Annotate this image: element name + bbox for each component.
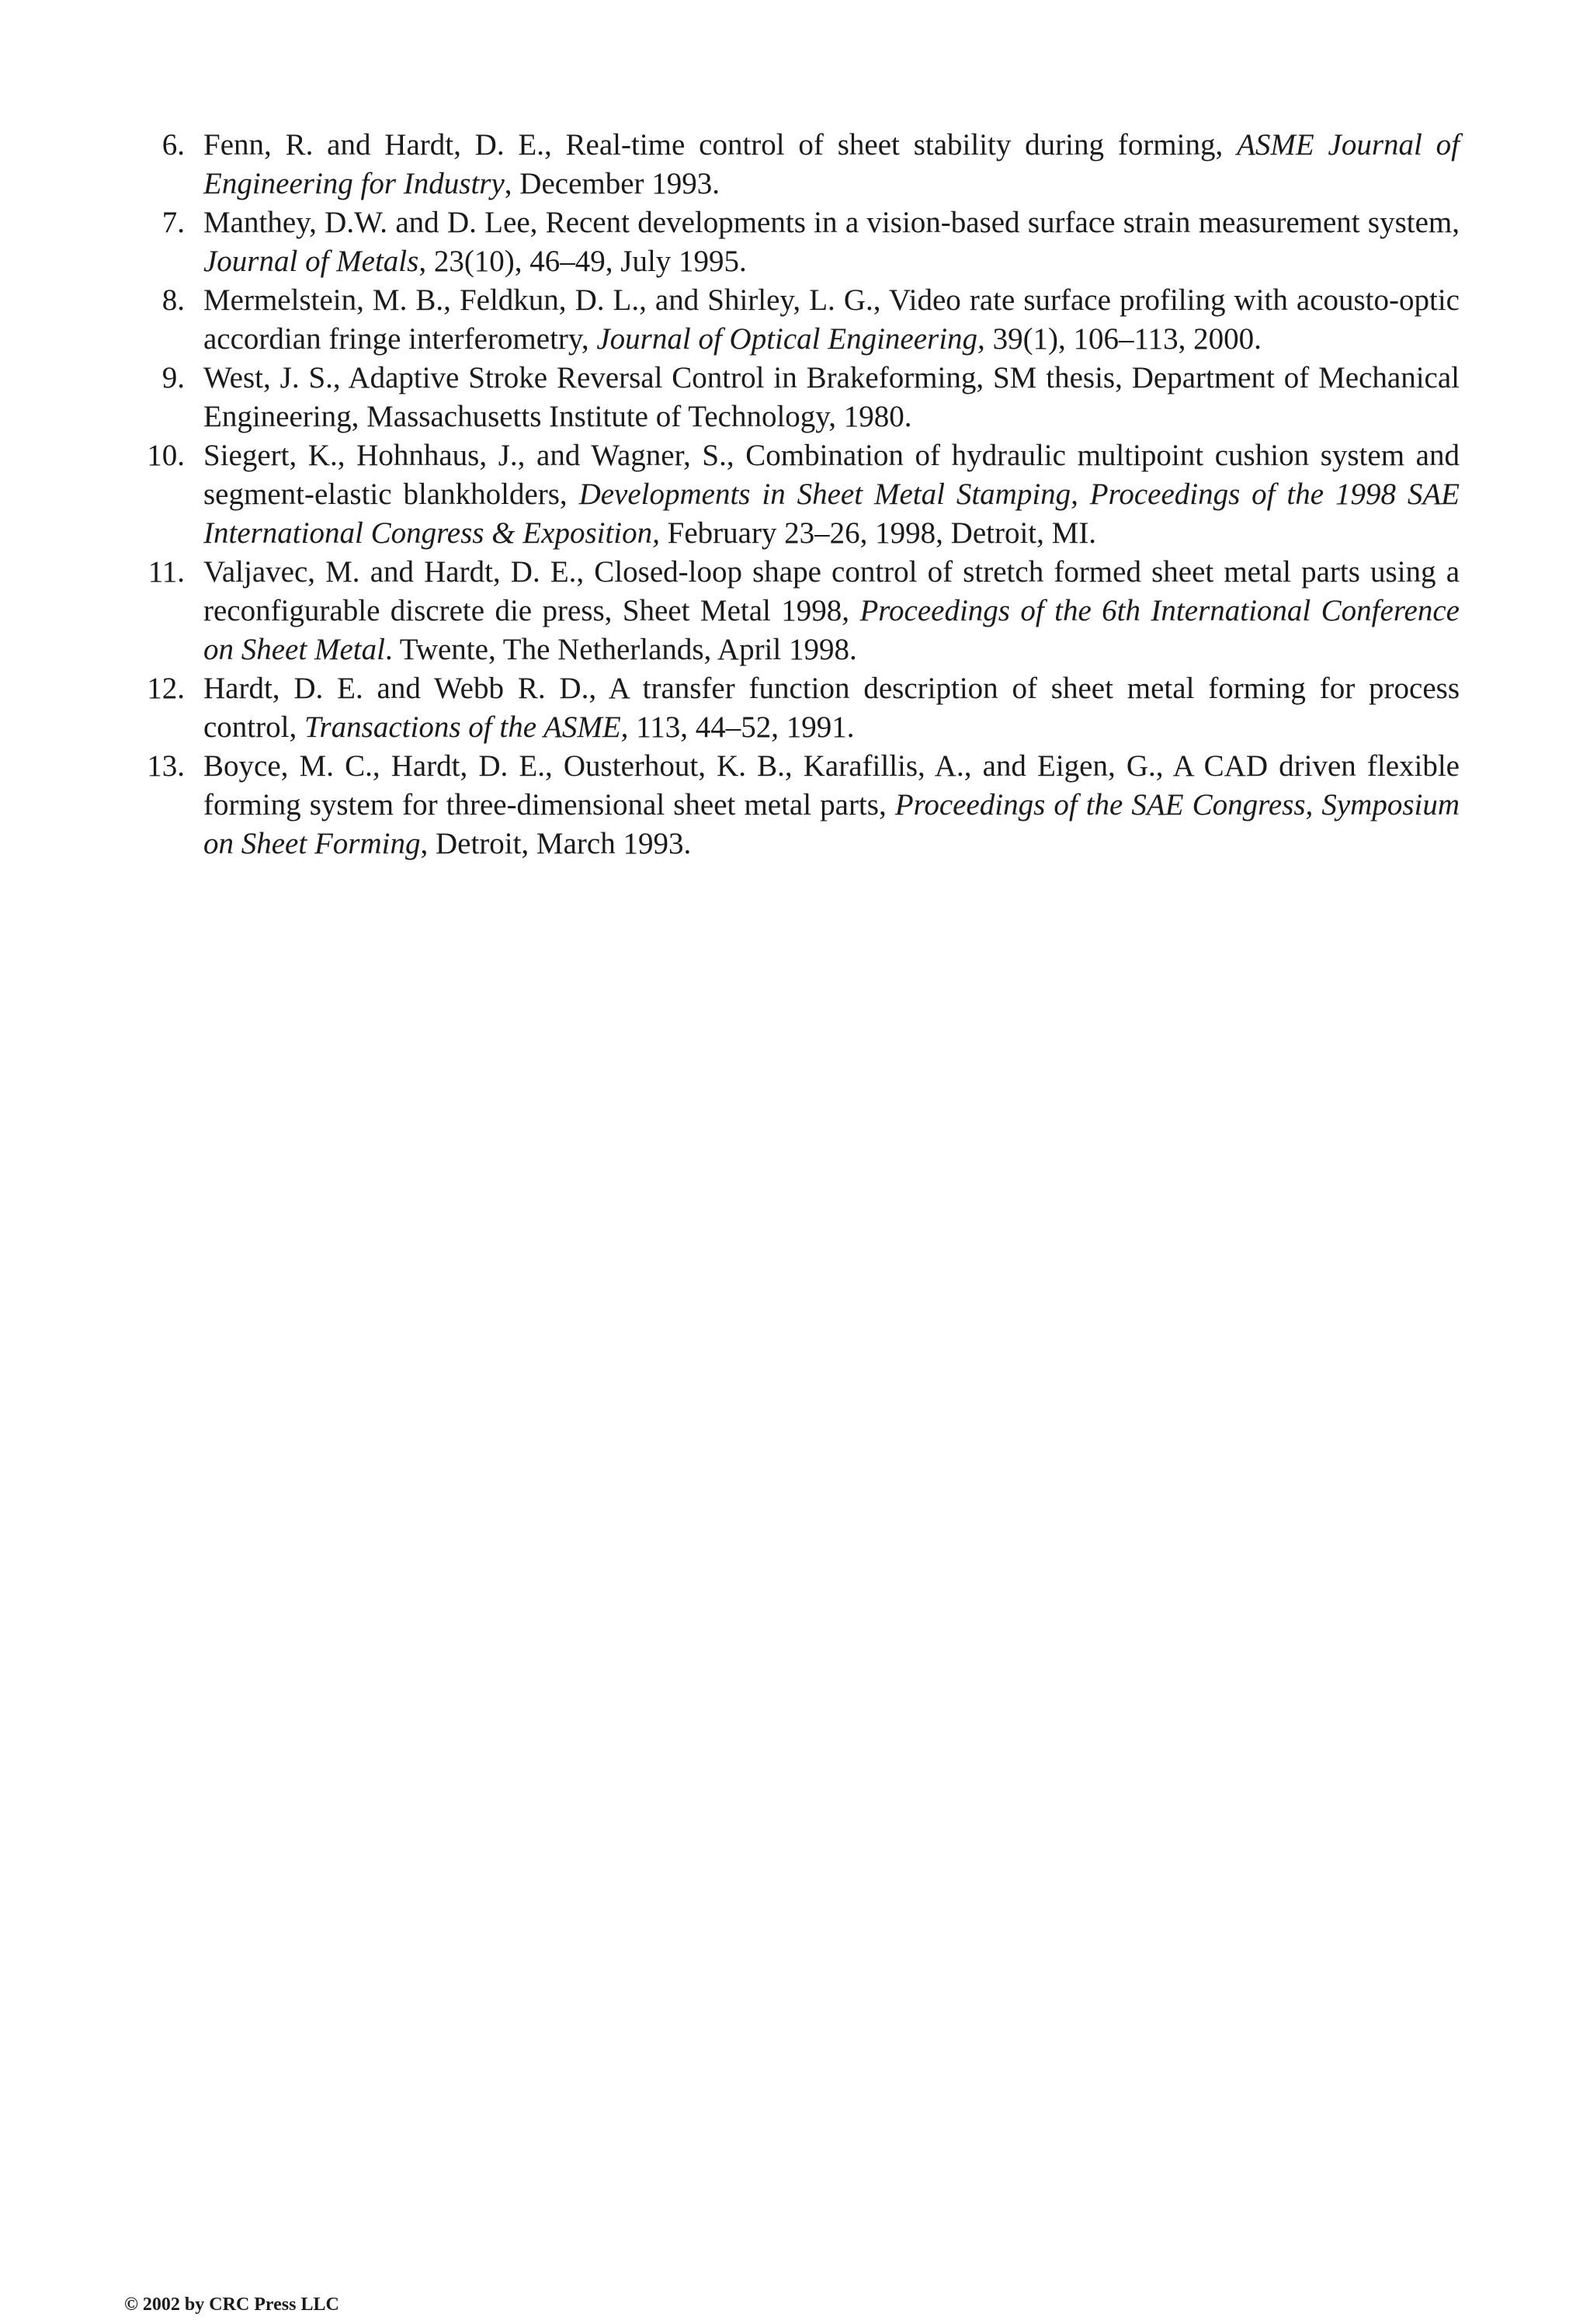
reference-text-segment: Valjavec, M. and Hardt, D. E., Closed-loop shape control of stretch formed sheet metal parts using a reconfigurable discrete die press, Sheet Metal 1998 <box>203 555 1460 627</box>
reference-text <box>203 128 1460 200</box>
reference-number: 11. <box>148 555 185 589</box>
reference-number: 13. <box>147 749 185 783</box>
reference-text <box>203 749 1460 860</box>
reference-text-segment: Manthey, D.W. and D. Lee, Recent developments in a vision-based surface strain measurement system, <box>203 206 1460 239</box>
reference-item <box>124 281 1460 359</box>
reference-source-italic: Journal of Metals <box>203 245 419 278</box>
reference-text <box>203 672 1460 744</box>
reference-number: 12. <box>147 672 185 705</box>
reference-number: 9. <box>161 361 185 394</box>
reference-item <box>124 669 1460 747</box>
reference-text <box>203 555 1460 666</box>
reference-text-segment: Hardt, D. E. and Webb R. D., A transfer function description of sheet metal forming for process control, <box>203 672 1460 744</box>
reference-item <box>124 126 1460 203</box>
reference-number: 8. <box>161 283 185 317</box>
reference-text-segment: , 23(10), 46–49, July 1995. <box>418 245 747 278</box>
reference-text-segment: 113, 44–52, 1991. <box>628 710 855 744</box>
reference-text-segment: , Detroit, March 1993. <box>420 827 692 860</box>
reference-item <box>124 553 1460 669</box>
reference-text-segment: Boyce, M. C., Hardt, D. E., Ousterhout, K. B., Karafillis, A., and Eigen, G., A CAD driven flexible forming system for three-dimensional sheet metal parts, <box>203 749 1460 822</box>
reference-number: 6. <box>161 128 185 162</box>
reference-number: 10. <box>147 439 185 472</box>
reference-source-italic: ASME Journal of Engineering for Industry <box>203 128 1460 200</box>
reference-text <box>203 439 1460 550</box>
reference-item <box>124 359 1460 436</box>
reference-text <box>203 361 1460 433</box>
reference-text <box>203 206 1460 278</box>
reference-item <box>124 203 1460 281</box>
reference-item <box>124 436 1460 553</box>
reference-text-segment: , December 1993. <box>504 167 720 200</box>
reference-text-segment: 39(1), 106–113, 2000. <box>984 322 1262 356</box>
reference-item <box>124 747 1460 863</box>
reference-source-italic: Journal of Optical Engineering, <box>596 322 985 356</box>
reference-number: 7. <box>161 206 185 239</box>
reference-text-segment: Siegert, K., Hohnhaus, J., and Wagner, S., Combination of hydraulic multipoint cushion system and segment-elastic blankholders, <box>203 439 1460 511</box>
reference-text <box>203 283 1460 356</box>
reference-text-segment: . Twente, The Netherlands, April 1998. <box>384 633 857 666</box>
reference-list <box>124 126 1460 863</box>
reference-source-italic: Proceedings of the SAE Congress, Symposium on Sheet Forming <box>203 788 1460 860</box>
reference-source-italic: Transactions of the ASME, <box>304 710 629 744</box>
reference-source-italic: , Proceedings of the 6th International Conference on Sheet Metal <box>203 594 1460 666</box>
copyright-notice: © 2002 by CRC Press LLC <box>124 2294 339 2315</box>
reference-text-segment: West, J. S., Adaptive Stroke Reversal Control in Brakeforming, SM thesis, Department of Mechanical Engineering, Massachusetts Institute of Technology, 1980. <box>203 361 1460 433</box>
reference-text-segment: Mermelstein, M. B., Feldkun, D. L., and Shirley, L. G., Video rate surface profiling with acousto-optic accordian fringe interferometry, <box>203 283 1460 356</box>
reference-source-italic: Developments in Sheet Metal Stamping, Proceedings of the 1998 SAE International Congress & Exposition, <box>203 478 1460 550</box>
reference-text-segment: February 23–26, 1998, Detroit, MI. <box>659 516 1097 550</box>
reference-text-segment: Fenn, R. and Hardt, D. E., Real-time control of sheet stability during forming, <box>203 128 1238 162</box>
